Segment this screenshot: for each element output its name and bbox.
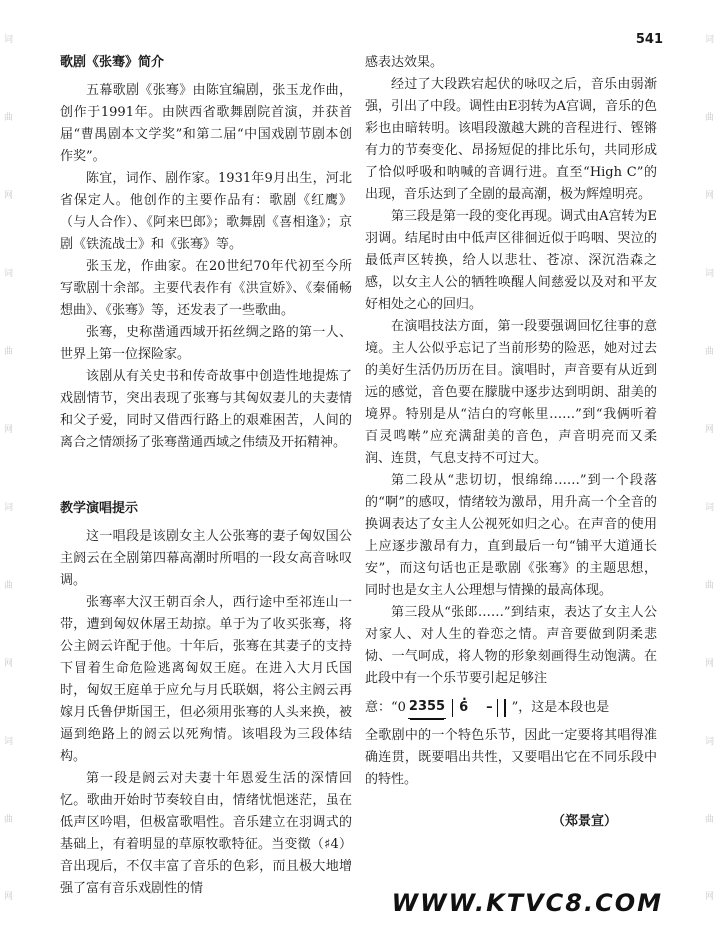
sustain-dash: – [486, 699, 493, 715]
body-paragraph: 第二段从“悲切切，恨绵绵……”到一个段落的“啊”的感叹，情绪较为激昂，用升高一个全音的换调表达了女主人公视死如归之心。在声音的使用上应逐步激昂有力，直到最后一句“铺平大道通长安”，而这句话也正是歌剧《张骞》的主题思想，同时也是女主人公理想与情操的最高体现。 [365, 473, 657, 598]
teaching-paragraph: 第一段是阏云对夫妻十年恩爱生活的深情回忆。歌曲开始时节奏较自由，情绪忧悒迷茫，虽在低声区吟唱，但极富歌唱性。音乐建立在羽调式的基础上，有着明显的草原牧歌特征。当变徵（♯4）音出现后，不仅丰富了音乐的色彩，而且极大地增强了富有音乐戏剧性的情 [60, 771, 352, 896]
right-edge-watermark: 词 曲 网 词 曲 网 词 曲 网 词 曲 网 [703, 34, 713, 901]
section-heading-intro: 歌剧《张骞》简介 [60, 55, 165, 70]
intro-paragraph: 该剧从有关史书和传奇故事中创造性地提炼了戏剧情节，突出表现了张骞与其匈奴妻儿的夫妻情和父子爱，同时又借西行路上的艰难困苦，人间的离合之情颂扬了张骞凿通西域之伟绩及开拓精神。 [60, 369, 352, 450]
note-group: 2355 [408, 696, 446, 719]
intro-paragraph: 陈宜，词作、剧作家。1931年9月出生，河北省保定人。他创作的主要作品有：歌剧《红鹰》（与人合作）、《阿来巴郎》；歌舞剧《喜相逢》；京剧《铁流战士》和《张骞》等。 [60, 171, 352, 252]
double-bar-line [497, 699, 506, 717]
body-paragraph: 第三段从“张郎……”到结束，表达了女主人公对家人、对人生的眷恋之情。声音要做到阴柔悲恸、一气呵成，将人物的形象刻画得生动饱满。在此段中有一个乐节要引起足够注 [365, 605, 657, 686]
continued-text: 感表达效果。 [365, 55, 444, 70]
music-prefix: 意：“0 [365, 699, 406, 715]
music-notation-line [365, 696, 657, 719]
body-paragraph: 在演唱技法方面，第一段要强调回忆往事的意境。主人公似乎忘记了当前形势的险恶，她对过去的美好生活仍历历在目。演唱时，声音要有从近到远的感觉，音色要在朦胧中逐步达到明朗、甜美的境界。特别是从“洁白的穹帐里……”到“我俩听着百灵鸣啭”应充满甜美的音色，声音明亮而又柔润、连贯，气息支持不可过大。 [365, 319, 657, 466]
teaching-paragraph: 张骞率大汉王朝百余人，西行途中至祁连山一带，遭到匈奴休屠王劫掠。单于为了收买张骞，将公主阏云许配于他。十年后，张骞在其妻子的支持下冒着生命危险逃离匈奴王庭。在进入大月氏国时，匈奴王庭单于应允与月氏联姻，将公主阏云再嫁月氏鲁伊斯国王，但必须用张骞的人头来换，被逼到绝路上的阏云以死殉情。该唱段为三段体结构。 [60, 595, 352, 764]
section-heading-teaching: 教学演唱提示 [60, 501, 139, 516]
right-column [365, 52, 657, 833]
left-column [60, 52, 352, 900]
closing-paragraph: 全歌剧中的一个特色乐节，因此一定要将其唱得准确连贯，既要唱出共性，又要唱出它在不同乐段中的特性。 [365, 728, 657, 787]
site-watermark: WWW.KTVC8.COM [391, 889, 663, 917]
intro-paragraph: 张玉龙，作曲家。在20世纪70年代初至今所写歌剧十余部。主要代表作有《洪宣娇》、《秦俑畅想曲》、《张骞》等，还发表了一些歌曲。 [60, 259, 352, 318]
note-six: 6 · [459, 697, 468, 719]
teaching-paragraph: 这一唱段是该剧女主人公张骞的妻子匈奴国公主阏云在全剧第四幕高潮时所唱的一段女高音咏叹调。 [60, 529, 352, 588]
bar-line [452, 699, 453, 717]
intro-paragraph: 五幕歌剧《张骞》由陈宜编剧，张玉龙作曲，创作于1991年。由陕西省歌舞剧院首演，并获首届“曹禺剧本文学奖”和第二届“中国戏剧节剧本创作奖”。 [60, 83, 352, 164]
music-suffix: ”，这是本段也是 [511, 699, 610, 715]
left-edge-watermark: 词 曲 网 词 曲 网 词 曲 网 词 曲 网 [2, 34, 12, 901]
author-signature: （郑景宣） [551, 814, 617, 829]
body-paragraph: 第三段是第一段的变化再现。调式由A宫转为E羽调。结尾时由中低声区徘徊近似于呜咽、哭泣的最低声区转换，给人以悲壮、苍凉、深沉浩森之感，以女主人公的牺牲唤醒人间慈爱以及对和平友好相处之心的回归。 [365, 209, 657, 312]
numbered-notation [408, 696, 510, 719]
intro-paragraph: 张骞，史称凿通西域开拓丝绸之路的第一人、世界上第一位探险家。 [60, 325, 352, 362]
page-number: 541 [635, 32, 663, 47]
body-paragraph: 经过了大段跌宕起伏的咏叹之后，音乐由弱渐强，引出了中段。调性由E羽转为A宫调，音乐的色彩也由暗转明。该唱段激越大跳的音程进行、铿锵有力的节奏变化、昂扬短促的排比乐句，共同形成了恰似呼吸和呐喊的音调行进。直至“High C”的出现，音乐达到了全剧的最高潮，极为辉煌明亮。 [365, 77, 657, 202]
